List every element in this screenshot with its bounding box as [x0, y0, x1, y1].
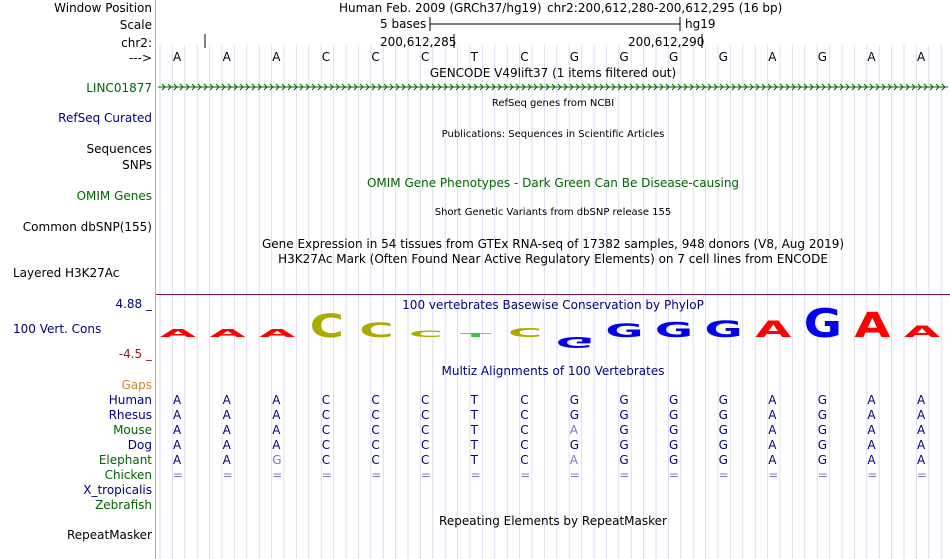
- reference-base: A: [272, 50, 281, 64]
- alignment-base: =: [520, 468, 531, 482]
- sequences-label[interactable]: Sequences: [86, 142, 152, 156]
- alignment-base: C: [321, 423, 331, 437]
- alignment-base: A: [917, 453, 926, 467]
- alignment-base: G: [569, 438, 580, 452]
- h3k27ac-track-title: H3K27Ac Mark (Often Found Near Active Regulatory Elements) on 7 cell lines from ENCODE: [278, 252, 828, 266]
- alignment-base: C: [371, 393, 380, 407]
- alignment-base: A: [272, 438, 281, 452]
- reference-base: G: [817, 50, 828, 64]
- reference-base: A: [917, 50, 926, 64]
- alignment-base: A: [272, 408, 281, 422]
- snps-label[interactable]: SNPs: [122, 158, 152, 172]
- conservation-letter: A: [160, 326, 196, 340]
- publications-track-title: Publications: Sequences in Scientific Articles: [441, 129, 665, 140]
- multiz-track-title: Multiz Alignments of 100 Vertebrates: [441, 364, 665, 378]
- alignment-base: C: [371, 438, 380, 452]
- alignment-base: =: [321, 468, 332, 482]
- alignment-base: A: [867, 438, 876, 452]
- scale-db: hg19: [685, 17, 716, 31]
- alignment-base: C: [321, 453, 331, 467]
- alignment-base: G: [718, 453, 728, 467]
- alignment-base: A: [173, 438, 182, 452]
- alignment-base: G: [718, 438, 728, 452]
- reference-base: A: [867, 50, 876, 64]
- alignment-base: =: [173, 468, 184, 482]
- alignment-base: A: [768, 438, 777, 452]
- assembly-title: Human Feb. 2009 (GRCh37/hg19): [339, 1, 542, 15]
- alignment-base: A: [768, 423, 777, 437]
- conservation-letter: G: [803, 305, 842, 348]
- reference-base: C: [371, 50, 380, 64]
- alignment-base: =: [371, 468, 382, 482]
- alignment-base: =: [421, 468, 432, 482]
- repeatmasker-label[interactable]: RepeatMasker: [66, 528, 152, 542]
- alignment-base: A: [173, 453, 182, 467]
- alignment-base: T: [470, 453, 478, 467]
- layered-h3k27ac-label[interactable]: Layered H3K27Ac: [13, 266, 120, 280]
- alignment-base: =: [669, 468, 680, 482]
- alignment-base: A: [569, 453, 579, 467]
- alignment-base: G: [669, 408, 679, 422]
- alignment-base: C: [321, 393, 331, 407]
- snp-track-title: Short Genetic Variants from dbSNP release 155: [434, 207, 672, 218]
- alignment-base: G: [619, 408, 629, 422]
- mouse-label[interactable]: Mouse: [113, 423, 152, 437]
- conservation-letter: A: [854, 305, 891, 346]
- alignment-base: C: [520, 453, 529, 467]
- alignment-base: G: [669, 423, 679, 437]
- gtex-track-title: Gene Expression in 54 tissues from GTEx RNA-seq of 17382 samples, 948 donors (V8, Aug 2019): [261, 237, 845, 251]
- position-title: chr2:200,612,280-200,612,295 (16 bp): [547, 1, 783, 15]
- chr-label: chr2:: [121, 36, 152, 50]
- alignment-base: =: [718, 468, 729, 482]
- cons-min-label: -4.5 _: [118, 347, 152, 361]
- conservation-letter: C: [359, 319, 394, 342]
- reference-base: G: [669, 50, 679, 64]
- alignment-base: C: [421, 393, 430, 407]
- zebrafish-label[interactable]: Zebrafish: [95, 498, 152, 512]
- alignment-base: A: [569, 423, 579, 437]
- alignment-base: C: [520, 393, 529, 407]
- alignment-base: C: [371, 408, 380, 422]
- alignment-base: A: [867, 393, 876, 407]
- alignment-base: =: [569, 468, 580, 482]
- alignment-base: G: [669, 453, 679, 467]
- xtropicalis-label[interactable]: X_tropicalis: [83, 483, 152, 497]
- reference-base: A: [173, 50, 182, 64]
- alignment-base: A: [222, 393, 231, 407]
- conservation-letter: A: [904, 322, 940, 342]
- dog-label[interactable]: Dog: [127, 438, 152, 452]
- alignment-base: G: [718, 408, 728, 422]
- alignment-base: A: [222, 423, 231, 437]
- chicken-label[interactable]: Chicken: [104, 468, 152, 482]
- alignment-base: A: [867, 453, 876, 467]
- cons-max-label: 4.88 _: [115, 297, 152, 311]
- repeatmasker-track-title: Repeating Elements by RepeatMasker: [439, 514, 667, 528]
- alignment-base: C: [421, 423, 430, 437]
- alignment-base: A: [917, 393, 926, 407]
- alignment-base: G: [817, 438, 828, 452]
- alignment-base: A: [222, 453, 231, 467]
- alignment-base: G: [619, 393, 629, 407]
- alignment-base: T: [470, 423, 478, 437]
- human-label[interactable]: Human: [108, 393, 152, 407]
- coord-285: 200,612,285: [380, 35, 457, 49]
- reference-base: A: [768, 50, 777, 64]
- refseq-track-title: RefSeq genes from NCBI: [491, 98, 615, 109]
- alignment-base: G: [569, 408, 580, 422]
- alignment-base: G: [718, 393, 728, 407]
- alignment-base: C: [421, 453, 430, 467]
- conservation-letter: G: [605, 320, 644, 342]
- reference-base: C: [321, 50, 331, 64]
- alignment-base: T: [470, 438, 478, 452]
- common-dbsnp-label[interactable]: Common dbSNP(155): [22, 220, 152, 234]
- alignment-base: =: [817, 468, 828, 482]
- alignment-base: C: [421, 438, 430, 452]
- alignment-base: =: [470, 468, 481, 482]
- alignment-base: A: [222, 438, 231, 452]
- conservation-letter: G: [654, 318, 694, 343]
- alignment-base: =: [222, 468, 233, 482]
- vert-cons-label[interactable]: 100 Vert. Cons: [13, 322, 102, 336]
- alignment-base: G: [569, 393, 580, 407]
- reference-base: C: [520, 50, 529, 64]
- alignment-base: A: [173, 393, 182, 407]
- conservation-letter: C: [508, 325, 543, 341]
- conservation-letter: T: [459, 332, 492, 339]
- conservation-letter: C: [408, 329, 444, 340]
- alignment-base: A: [222, 408, 231, 422]
- alignment-base: A: [917, 423, 926, 437]
- alignment-base: T: [470, 408, 478, 422]
- alignment-base: =: [917, 468, 928, 482]
- conservation-letter: A: [259, 326, 296, 340]
- alignment-base: A: [917, 438, 926, 452]
- reference-base: G: [718, 50, 728, 64]
- conservation-letter: C: [309, 308, 344, 346]
- alignment-base: =: [867, 468, 878, 482]
- alignment-base: G: [669, 393, 679, 407]
- alignment-base: G: [817, 453, 828, 467]
- omim-track-title: OMIM Gene Phenotypes - Dark Green Can Be Disease-causing: [366, 176, 740, 190]
- alignment-base: G: [817, 393, 828, 407]
- alignment-base: C: [371, 423, 380, 437]
- reference-base: T: [470, 50, 478, 64]
- alignment-base: G: [619, 423, 629, 437]
- gencode-track-title: GENCODE V49lift37 (1 items filtered out): [429, 66, 677, 80]
- reference-base: G: [619, 50, 629, 64]
- coord-290: 200,612,290: [628, 35, 705, 49]
- alignment-base: A: [173, 423, 182, 437]
- alignment-base: A: [768, 393, 777, 407]
- alignment-base: G: [817, 423, 828, 437]
- reference-base: C: [421, 50, 430, 64]
- alignment-base: A: [768, 453, 777, 467]
- alignment-base: C: [321, 408, 331, 422]
- conservation-letter: G: [704, 316, 743, 343]
- linc01877-label[interactable]: LINC01877: [86, 81, 152, 95]
- scale-text: 5 bases: [380, 17, 427, 31]
- alignment-base: C: [520, 423, 529, 437]
- alignment-base: A: [917, 408, 926, 422]
- alignment-base: =: [619, 468, 630, 482]
- conservation-logo[interactable]: [156, 305, 950, 355]
- alignment-base: G: [619, 453, 629, 467]
- alignment-base: A: [272, 423, 281, 437]
- window-position-label: Window Position: [54, 1, 152, 15]
- alignment-base: C: [421, 408, 430, 422]
- alignment-base: =: [768, 468, 779, 482]
- alignment-base: C: [321, 438, 331, 452]
- phylop-track-title: 100 vertebrates Basewise Conservation by PhyloP: [402, 298, 704, 312]
- scale-label: Scale: [119, 18, 152, 32]
- alignment-base: A: [867, 423, 876, 437]
- alignment-base: G: [669, 438, 679, 452]
- conservation-letter: A: [755, 316, 792, 343]
- alignment-base: C: [520, 438, 529, 452]
- conservation-letter: A: [209, 326, 246, 340]
- alignment-base: T: [470, 393, 478, 407]
- alignment-base: G: [272, 453, 282, 467]
- track-label-column: [0, 0, 156, 559]
- track-data-panel[interactable]: [156, 0, 950, 559]
- alignment-base: G: [817, 408, 828, 422]
- alignment-base: =: [272, 468, 283, 482]
- strand-arrow-label: --->: [128, 51, 152, 65]
- alignment-base: A: [768, 408, 777, 422]
- alignment-base: A: [867, 408, 876, 422]
- track-divider: [156, 294, 950, 295]
- omim-genes-label[interactable]: OMIM Genes: [76, 189, 152, 203]
- alignment-base: G: [718, 423, 728, 437]
- alignment-base: A: [272, 393, 281, 407]
- alignment-base: C: [520, 408, 529, 422]
- conservation-letter: G: [555, 333, 594, 351]
- reference-base: G: [569, 50, 580, 64]
- elephant-label[interactable]: Elephant: [98, 453, 152, 467]
- gaps-label[interactable]: Gaps: [121, 378, 152, 392]
- reference-base: A: [222, 50, 231, 64]
- alignment-base: A: [173, 408, 182, 422]
- refseq-curated-label[interactable]: RefSeq Curated: [58, 111, 152, 125]
- rhesus-label[interactable]: Rhesus: [108, 408, 152, 422]
- alignment-base: C: [371, 453, 380, 467]
- linc01877-gene-line[interactable]: [156, 82, 950, 92]
- alignment-base: G: [619, 438, 629, 452]
